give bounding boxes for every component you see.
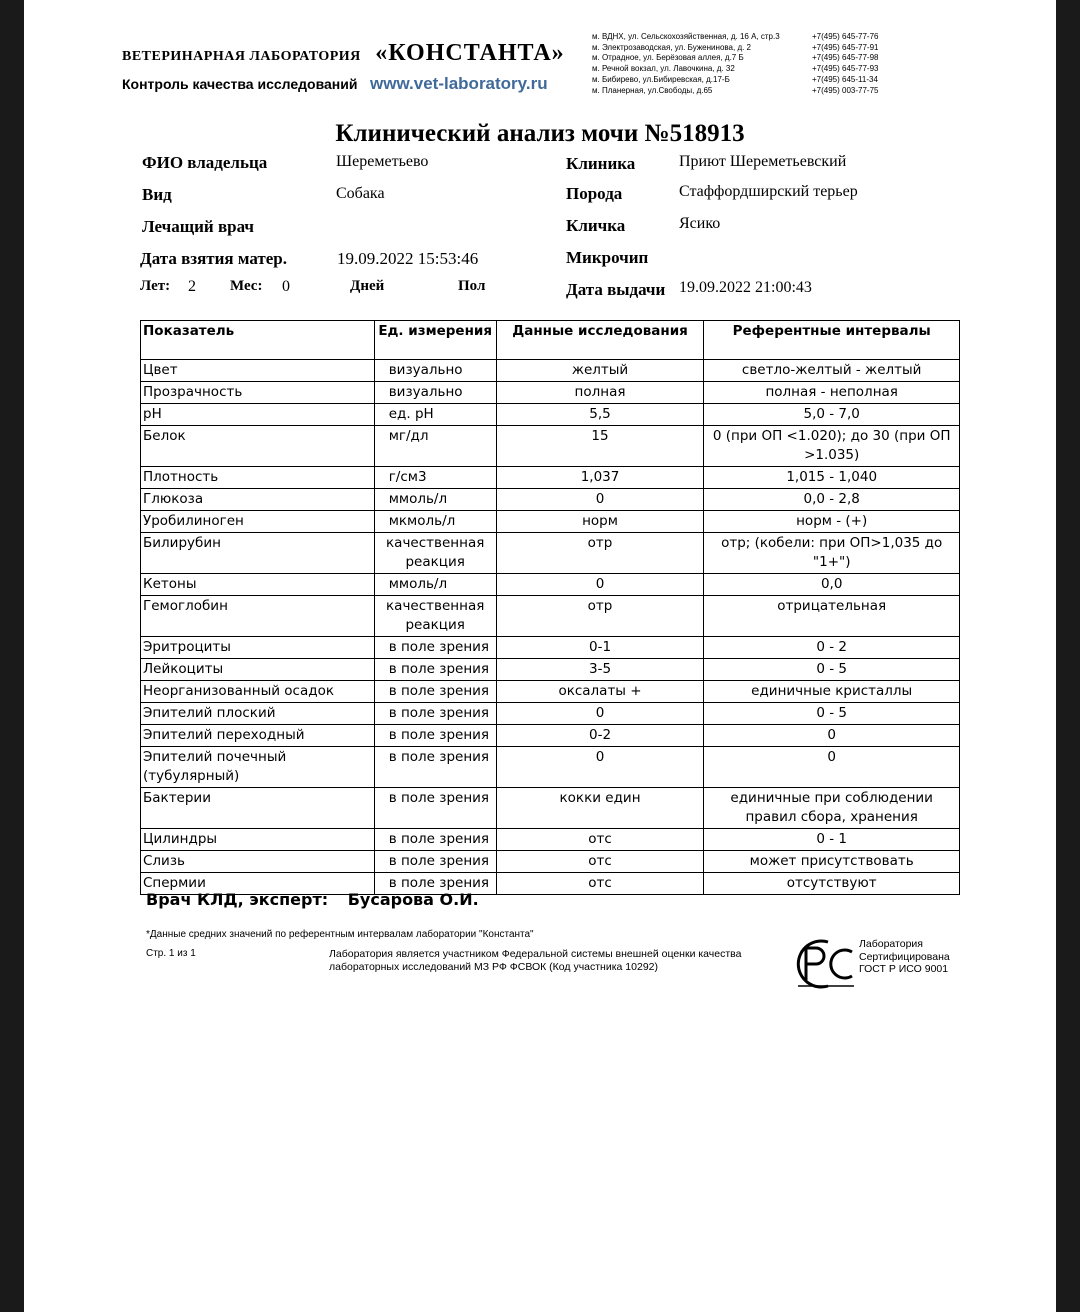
- unit-cell: в поле зрения: [374, 659, 496, 681]
- header-parameter: Показатель: [141, 321, 375, 360]
- phone: +7(495) 645-77-91: [812, 42, 879, 52]
- lab-brand: «КОНСТАНТА»: [375, 40, 565, 66]
- parameter-cell: Билирубин: [141, 533, 375, 574]
- result-cell: 0: [496, 489, 704, 511]
- table-row: [141, 489, 960, 511]
- result-cell: 0-1: [496, 637, 704, 659]
- issue-date-value: 19.09.2022 21:00:43: [679, 279, 812, 296]
- chip-label: Микрочип: [566, 248, 649, 267]
- table-row: [141, 382, 960, 404]
- result-cell: отс: [496, 851, 704, 873]
- address: м. Планерная, ул.Свободы, д.65: [592, 85, 713, 95]
- table-row: [141, 596, 960, 637]
- address-row: [592, 43, 882, 54]
- parameter-cell: Глюкоза: [141, 489, 375, 511]
- table-row: [141, 659, 960, 681]
- parameter-cell: Цилиндры: [141, 829, 375, 851]
- parameter-cell: Эритроциты: [141, 637, 375, 659]
- document-title: Клинический анализ мочи №518913: [335, 120, 745, 147]
- reference-cell: 0 - 5: [704, 659, 960, 681]
- phone: +7(495) 003-77-75: [812, 85, 879, 95]
- result-cell: 15: [496, 426, 704, 467]
- table-row: [141, 404, 960, 426]
- result-cell: отс: [496, 829, 704, 851]
- parameter-cell: Слизь: [141, 851, 375, 873]
- unit-cell: качественная реакция: [374, 596, 496, 637]
- reference-cell: 0 - 2: [704, 637, 960, 659]
- parameter-cell: Эпителий почечный (тубулярный): [141, 747, 375, 788]
- pet-name-label: Кличка: [566, 216, 626, 235]
- issue-date-label: Дата выдачи: [566, 280, 666, 299]
- page-number: Стр. 1 из 1: [146, 948, 196, 959]
- header-unit: Ед. измерения: [374, 321, 496, 360]
- certification-text: [859, 938, 950, 976]
- expert-name: Бусарова О.И.: [347, 890, 479, 909]
- unit-cell: ммоль/л: [374, 489, 496, 511]
- breed-value: Стаффордширский терьер: [679, 183, 858, 200]
- unit-cell: г/см3: [374, 467, 496, 489]
- address-row: [592, 86, 882, 97]
- parameter-cell: Гемоглобин: [141, 596, 375, 637]
- clinic-label: Клиника: [566, 154, 636, 173]
- unit-cell: в поле зрения: [374, 703, 496, 725]
- table-row: [141, 851, 960, 873]
- parameter-cell: Плотность: [141, 467, 375, 489]
- unit-cell: в поле зрения: [374, 747, 496, 788]
- result-cell: 0: [496, 574, 704, 596]
- clinic-value: Приют Шереметьевский: [679, 153, 847, 170]
- address: м. Бибирево, ул.Бибиревская, д.17-Б: [592, 74, 730, 84]
- result-cell: 3-5: [496, 659, 704, 681]
- cert-line-3: ГОСТ Р ИСО 9001: [859, 963, 949, 975]
- parameter-cell: Уробилиноген: [141, 511, 375, 533]
- reference-cell: норм - (+): [704, 511, 960, 533]
- unit-cell: в поле зрения: [374, 851, 496, 873]
- pet-name-value: Ясико: [679, 215, 721, 232]
- owner-label: ФИО владельца: [142, 153, 268, 172]
- result-cell: 0: [496, 703, 704, 725]
- table-row: [141, 574, 960, 596]
- result-cell: оксалаты +: [496, 681, 704, 703]
- federal-participation-note: Лаборатория является участником Федеральной системы внешней оценки качества лабораторных исследований МЗ РФ ФСВОК (Код участника 10292): [329, 948, 742, 973]
- unit-cell: в поле зрения: [374, 725, 496, 747]
- reference-cell: светло-желтый - желтый: [704, 360, 960, 382]
- expert-label: Врач КЛД, эксперт:: [146, 890, 329, 909]
- cert-line-2: Сертифицирована: [859, 950, 950, 963]
- cert-line-1: Лаборатория: [859, 938, 923, 950]
- reference-cell: полная - неполная: [704, 382, 960, 404]
- parameter-cell: Эпителий переходный: [141, 725, 375, 747]
- unit-cell: в поле зрения: [374, 788, 496, 829]
- document-page: [24, 0, 1056, 1312]
- address-row: [592, 53, 882, 64]
- parameter-cell: pH: [141, 404, 375, 426]
- address: м. Электрозаводская, ул. Буженинова, д. 2: [592, 42, 752, 52]
- table-row: [141, 637, 960, 659]
- table-row: [141, 511, 960, 533]
- lab-header: [122, 40, 582, 67]
- species-value: Собака: [336, 185, 385, 202]
- result-cell: 5,5: [496, 404, 704, 426]
- reference-cell: может присутствовать: [704, 851, 960, 873]
- unit-cell: в поле зрения: [374, 829, 496, 851]
- address: м. Речной вокзал, ул. Лавочкина, д. 32: [592, 64, 735, 74]
- table-row: [141, 533, 960, 574]
- reference-cell: отрицательная: [704, 596, 960, 637]
- reference-cell: 0 (при ОП <1.020); до 30 (при ОП >1.035): [704, 426, 960, 467]
- reference-cell: единичные при соблюдении правил сбора, хранения: [704, 788, 960, 829]
- reference-cell: отсутствуют: [704, 873, 960, 895]
- result-cell: отр: [496, 596, 704, 637]
- table-row: [141, 747, 960, 788]
- header-reference: Референтные интервалы: [704, 321, 960, 360]
- unit-cell: в поле зрения: [374, 637, 496, 659]
- sample-date-value: 19.09.2022 15:53:46: [337, 249, 479, 268]
- table-row: [141, 829, 960, 851]
- result-cell: 0: [496, 747, 704, 788]
- reference-cell: 0: [704, 725, 960, 747]
- reference-cell: единичные кристаллы: [704, 681, 960, 703]
- phone: +7(495) 645-77-93: [812, 64, 879, 74]
- reference-cell: 5,0 - 7,0: [704, 404, 960, 426]
- breed-label: Порода: [566, 184, 623, 203]
- table-row: [141, 360, 960, 382]
- parameter-cell: Спермии: [141, 873, 375, 895]
- lab-subtitle: Контроль качества исследований: [122, 76, 358, 92]
- months-value: 0: [282, 278, 290, 295]
- result-cell: полная: [496, 382, 704, 404]
- lab-website: www.vet-laboratory.ru: [370, 74, 548, 93]
- reference-cell: 0 - 1: [704, 829, 960, 851]
- unit-cell: визуально: [374, 360, 496, 382]
- result-cell: кокки един: [496, 788, 704, 829]
- parameter-cell: Белок: [141, 426, 375, 467]
- parameter-cell: Кетоны: [141, 574, 375, 596]
- unit-cell: мг/дл: [374, 426, 496, 467]
- phone: +7(495) 645-77-98: [812, 53, 879, 63]
- parameter-cell: Цвет: [141, 360, 375, 382]
- unit-cell: мкмоль/л: [374, 511, 496, 533]
- result-cell: отс: [496, 873, 704, 895]
- table-header-row: [141, 321, 960, 360]
- lab-prefix: ВЕТЕРИНАРНАЯ ЛАБОРАТОРИЯ: [122, 49, 361, 64]
- table-row: [141, 681, 960, 703]
- unit-cell: ммоль/л: [374, 574, 496, 596]
- unit-cell: визуально: [374, 382, 496, 404]
- phone: +7(495) 645-11-34: [812, 74, 878, 84]
- unit-cell: в поле зрения: [374, 873, 496, 895]
- parameter-cell: Бактерии: [141, 788, 375, 829]
- unit-cell: качественная реакция: [374, 533, 496, 574]
- parameter-cell: Неорганизованный осадок: [141, 681, 375, 703]
- result-cell: отр: [496, 533, 704, 574]
- owner-value: Шереметьево: [336, 153, 429, 170]
- parameter-cell: Эпителий плоский: [141, 703, 375, 725]
- sample-date-label: Дата взятия матер.: [140, 249, 287, 268]
- species-label: Вид: [142, 185, 172, 204]
- table-row: [141, 788, 960, 829]
- table-row: [141, 467, 960, 489]
- expert-signature-line: [146, 890, 479, 909]
- reference-note: *Данные средних значений по референтным интервалам лаборатории "Константа": [146, 929, 534, 940]
- phone: +7(495) 645-77-76: [812, 32, 879, 41]
- reference-cell: отр; (кобели: при ОП>1,035 до "1+"): [704, 533, 960, 574]
- table-row: [141, 703, 960, 725]
- doctor-label: Лечащий врач: [142, 217, 254, 236]
- address-row: [592, 75, 882, 86]
- result-cell: 1,037: [496, 467, 704, 489]
- unit-cell: в поле зрения: [374, 681, 496, 703]
- table-row: [141, 426, 960, 467]
- parameter-cell: Прозрачность: [141, 382, 375, 404]
- header-result: Данные исследования: [496, 321, 704, 360]
- result-cell: желтый: [496, 360, 704, 382]
- result-cell: норм: [496, 511, 704, 533]
- table-row: [141, 725, 960, 747]
- result-cell: 0-2: [496, 725, 704, 747]
- reference-cell: 1,015 - 1,040: [704, 467, 960, 489]
- address: м. Отрадное, ул. Берёзовая аллея, д.7 Б: [592, 53, 744, 63]
- lab-addresses: [592, 32, 882, 96]
- reference-cell: 0,0: [704, 574, 960, 596]
- years-value: 2: [188, 278, 196, 295]
- years-label: Лет:: [140, 278, 171, 294]
- reference-cell: 0,0 - 2,8: [704, 489, 960, 511]
- address-row: [592, 64, 882, 75]
- days-label: Дней: [350, 278, 385, 294]
- months-label: Мес:: [230, 278, 263, 294]
- reference-cell: 0: [704, 747, 960, 788]
- unit-cell: ед. pH: [374, 404, 496, 426]
- sex-label: Пол: [458, 278, 486, 294]
- address-row: [592, 32, 882, 43]
- parameter-cell: Лейкоциты: [141, 659, 375, 681]
- results-table: [140, 320, 960, 895]
- address: м. ВДНХ, ул. Сельскохозяйственная, д. 16 А, стр.3: [592, 32, 780, 41]
- reference-cell: 0 - 5: [704, 703, 960, 725]
